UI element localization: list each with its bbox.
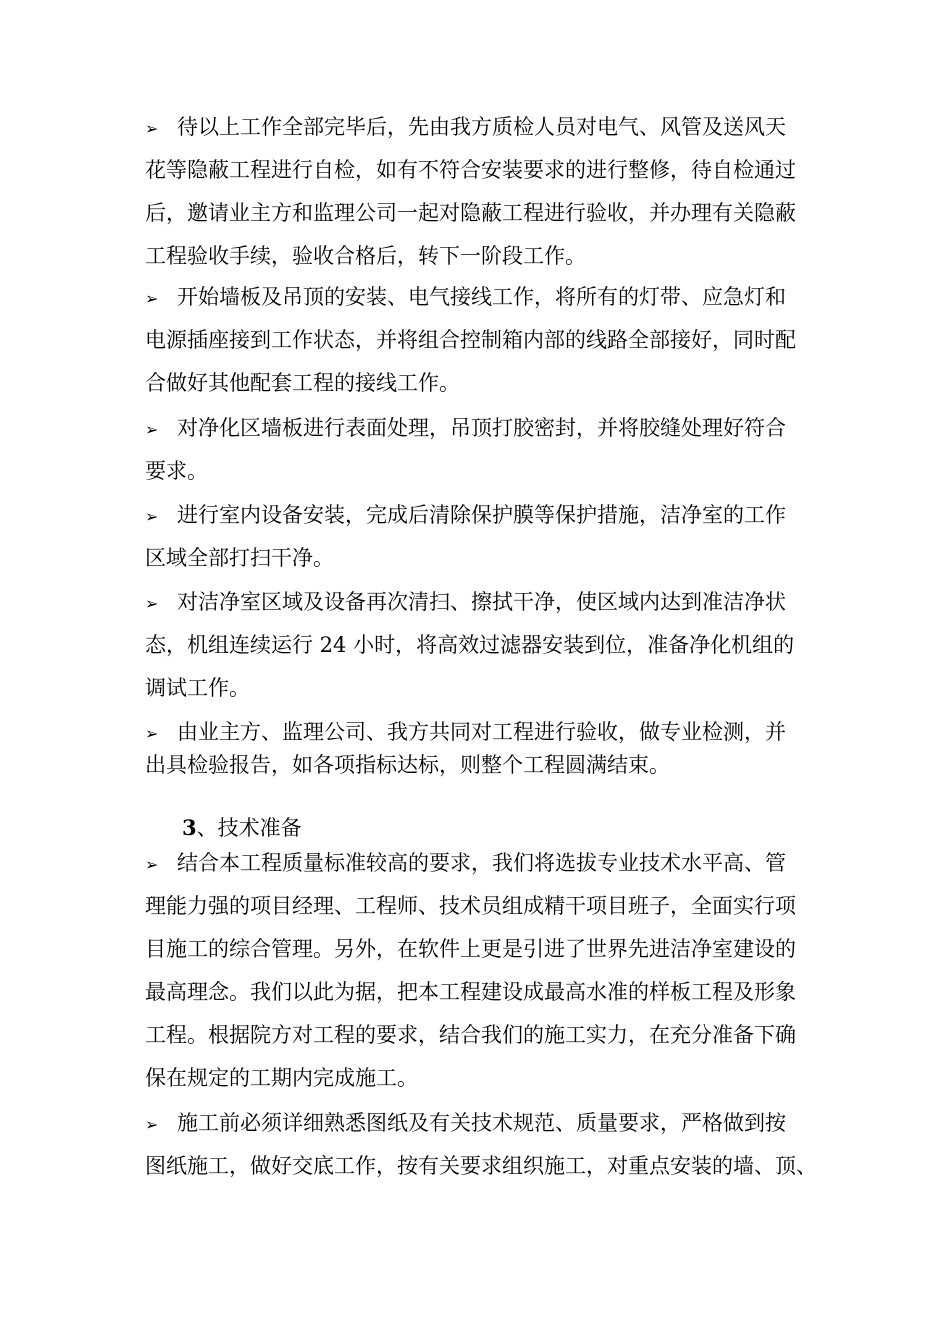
line-text: 最高理念。我们以此为据，把本工程建设成最高水准的样板工程及形象 bbox=[145, 980, 796, 1004]
arrow-bullet-icon: ➢ bbox=[145, 724, 159, 743]
line-text: 电源插座接到工作状态，并将组合控制箱内部的线路全部接好，同时配 bbox=[145, 328, 796, 352]
paragraph-line bbox=[145, 155, 796, 185]
line-text: 理能力强的项目经理、工程师、技术员组成精干项目班子，全面实行项 bbox=[145, 894, 796, 918]
arrow-bullet-icon: ➢ bbox=[145, 119, 159, 138]
paragraph-line bbox=[145, 977, 796, 1007]
line-text: 进行室内设备安装，完成后清除保护膜等保护措施，洁净室的工作 bbox=[177, 503, 786, 527]
heading-number: 3 bbox=[182, 815, 197, 840]
arrow-bullet-icon: ➢ bbox=[145, 1115, 159, 1134]
line-text: 保在规定的工期内完成施工。 bbox=[145, 1066, 418, 1090]
section-heading bbox=[182, 813, 302, 843]
paragraph-line bbox=[145, 500, 786, 530]
arrow-bullet-icon: ➢ bbox=[145, 507, 159, 526]
paragraph-line bbox=[145, 1108, 786, 1138]
line-text: 目施工的综合管理。另外，在软件上更是引进了世界先进洁净室建设的 bbox=[145, 937, 796, 961]
line-text: 施工前必须详细熟悉图纸及有关技术规范、质量要求，严格做到按 bbox=[177, 1111, 786, 1135]
paragraph-line bbox=[145, 282, 786, 312]
line-text: 态，机组连续运行 24 小时，将高效过滤器安装到位，准备净化机组的 bbox=[145, 633, 795, 657]
paragraph-line bbox=[145, 241, 586, 271]
line-text: 出具检验报告，如各项指标达标，则整个工程圆满结束。 bbox=[145, 753, 670, 777]
paragraph-line bbox=[145, 891, 796, 921]
paragraph-line bbox=[145, 1020, 796, 1050]
arrow-bullet-icon: ➢ bbox=[145, 289, 159, 308]
paragraph-line bbox=[145, 368, 460, 398]
line-text: 由业主方、监理公司、我方共同对工程进行验收，做专业检测，并 bbox=[177, 720, 786, 744]
line-text: 合做好其他配套工程的接线工作。 bbox=[145, 371, 460, 395]
arrow-bullet-icon: ➢ bbox=[145, 855, 159, 874]
paragraph-line bbox=[145, 1151, 817, 1181]
line-text: 调试工作。 bbox=[145, 676, 250, 700]
paragraph-line bbox=[145, 673, 250, 703]
line-text: 区域全部打扫干净。 bbox=[145, 546, 334, 570]
paragraph-line bbox=[145, 587, 786, 617]
line-text: 开始墙板及吊顶的安装、电气接线工作，将所有的灯带、应急灯和 bbox=[177, 285, 786, 309]
paragraph-line bbox=[145, 1063, 418, 1093]
heading-text: 、技术准备 bbox=[196, 816, 302, 840]
paragraph-line bbox=[145, 198, 796, 228]
paragraph-line bbox=[145, 750, 670, 780]
line-text: 要求。 bbox=[145, 459, 208, 483]
paragraph-line bbox=[145, 543, 334, 573]
line-text: 对洁净室区域及设备再次清扫、擦拭干净，使区域内达到准洁净状 bbox=[177, 590, 786, 614]
line-text: 结合本工程质量标准较高的要求，我们将选拔专业技术水平高、管 bbox=[177, 851, 786, 875]
line-text: 工程。根据院方对工程的要求，结合我们的施工实力，在充分准备下确 bbox=[145, 1023, 796, 1047]
line-text: 后，邀请业主方和监理公司一起对隐蔽工程进行验收，并办理有关隐蔽 bbox=[145, 201, 796, 225]
arrow-bullet-icon: ➢ bbox=[145, 420, 159, 439]
paragraph-line bbox=[145, 325, 796, 355]
paragraph-line bbox=[145, 456, 208, 486]
paragraph-line bbox=[145, 934, 796, 964]
paragraph-line bbox=[145, 717, 786, 747]
paragraph-line bbox=[145, 112, 786, 142]
line-text: 工程验收手续，验收合格后，转下一阶段工作。 bbox=[145, 244, 586, 268]
line-text: 图纸施工，做好交底工作，按有关要求组织施工，对重点安装的墙、顶、 bbox=[145, 1154, 817, 1178]
line-text: 对净化区墙板进行表面处理，吊顶打胶密封，并将胶缝处理好符合 bbox=[177, 416, 786, 440]
paragraph-line bbox=[145, 848, 786, 878]
line-text: 花等隐蔽工程进行自检，如有不符合安装要求的进行整修，待自检通过 bbox=[145, 158, 796, 182]
paragraph-line bbox=[145, 413, 786, 443]
paragraph-line bbox=[145, 630, 794, 660]
line-text: 待以上工作全部完毕后，先由我方质检人员对电气、风管及送风天 bbox=[177, 115, 786, 139]
arrow-bullet-icon: ➢ bbox=[145, 594, 159, 613]
